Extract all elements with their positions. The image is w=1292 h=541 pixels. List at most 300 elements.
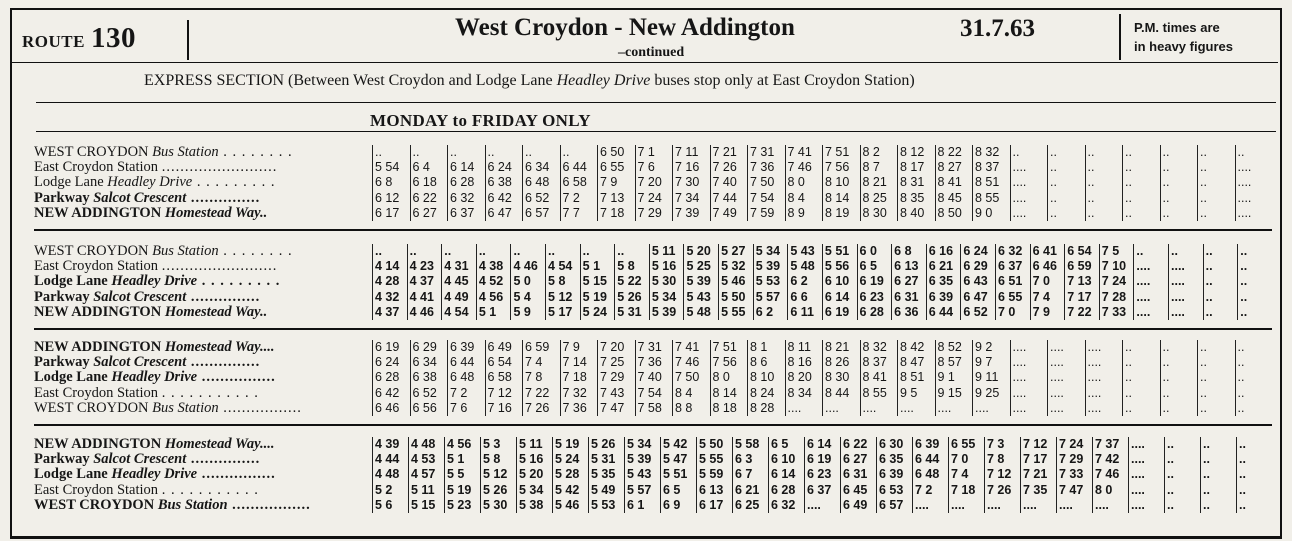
departure-time: .... (1010, 401, 1048, 416)
departure-time: 5 34 (753, 244, 788, 259)
departure-time: 7 31 (635, 340, 673, 355)
departure-time: .... (1020, 498, 1056, 513)
departure-time: 5 28 (552, 467, 588, 482)
departure-time: 7 29 (635, 206, 673, 221)
departure-time: 9 0 (972, 206, 1010, 221)
departure-time: 5 39 (683, 274, 718, 289)
departure-time: .... (984, 498, 1020, 513)
departure-time: 6 52 (410, 386, 448, 401)
departure-time: .... (972, 401, 1010, 416)
departure-time: 5 2 (372, 483, 408, 498)
departure-time: 6 14 (768, 467, 804, 482)
departure-time: 5 55 (696, 452, 732, 467)
departure-time: 7 26 (522, 401, 560, 416)
time-cells (372, 498, 1272, 513)
departure-time: 5 19 (444, 483, 480, 498)
departure-time: .. (1164, 437, 1200, 452)
departure-time: 8 26 (822, 355, 860, 370)
stop-name (34, 160, 372, 175)
dot-leader: ............... (186, 190, 261, 206)
departure-time: .. (1164, 467, 1200, 482)
departure-time: 7 51 (822, 145, 860, 160)
route-label (22, 22, 136, 55)
departure-time: 6 47 (960, 290, 995, 305)
departure-time: .. (1160, 191, 1198, 206)
departure-time: .... (1047, 340, 1085, 355)
departure-time: 7 7 (560, 206, 598, 221)
departure-time: 4 57 (408, 467, 444, 482)
departure-time: 7 12 (984, 467, 1020, 482)
express-note-italic: Headley Drive (556, 72, 651, 89)
departure-time: 5 31 (614, 305, 649, 320)
departure-time: 4 23 (407, 259, 442, 274)
departure-time: 8 12 (897, 145, 935, 160)
departure-time: 5 34 (649, 290, 684, 305)
departure-time: 7 22 (522, 386, 560, 401)
departure-time: 7 21 (1020, 467, 1056, 482)
departure-time: .... (1235, 206, 1273, 221)
time-cells (372, 145, 1272, 160)
departure-time: 4 46 (407, 305, 442, 320)
stop-name-detail: Homestead Way.. (164, 205, 268, 221)
stop-name (34, 259, 372, 274)
route-word: ROUTE (22, 32, 85, 51)
departure-time: 4 37 (407, 274, 442, 289)
departure-time: 7 6 (635, 160, 673, 175)
time-cells (372, 386, 1272, 401)
departure-time: 5 39 (624, 452, 660, 467)
departure-time: 7 49 (710, 206, 748, 221)
departure-time: 8 2 (860, 145, 898, 160)
timetable-block (34, 437, 1274, 513)
departure-time: .. (1160, 340, 1198, 355)
departure-time: 6 44 (447, 355, 485, 370)
departure-time: 6 24 (960, 244, 995, 259)
departure-time: 5 30 (480, 498, 516, 513)
stop-name (34, 355, 372, 370)
departure-time: .... (1128, 467, 1164, 482)
departure-time: .. (1133, 244, 1168, 259)
departure-time: 4 37 (372, 305, 407, 320)
departure-time: 5 6 (372, 498, 408, 513)
timetable-row (34, 340, 1274, 355)
departure-time: 7 9 (597, 175, 635, 190)
departure-time: 5 26 (614, 290, 649, 305)
departure-time: 7 0 (995, 305, 1030, 320)
time-cells (372, 437, 1272, 452)
departure-time: 4 31 (441, 259, 476, 274)
departure-time: .... (804, 498, 840, 513)
timetable-row (34, 467, 1274, 482)
departure-time: .. (1164, 452, 1200, 467)
departure-time: .. (1047, 145, 1085, 160)
stop-name-main: Lodge Lane (34, 175, 108, 191)
departure-time: 7 40 (635, 370, 673, 385)
departure-time: .. (1200, 483, 1236, 498)
timetable-row (34, 259, 1274, 274)
time-cells (372, 290, 1272, 305)
stop-name (34, 340, 372, 355)
stop-name-detail: Homestead Way.... (164, 340, 275, 355)
departure-time: 4 41 (407, 290, 442, 305)
dot-leader: . . . . . . . . . (197, 274, 281, 290)
time-cells (372, 340, 1272, 355)
departure-time: 7 4 (1030, 290, 1065, 305)
departure-time: 6 52 (960, 305, 995, 320)
departure-time: 5 8 (480, 452, 516, 467)
stop-name (34, 498, 372, 513)
departure-time: .. (1197, 401, 1235, 416)
departure-time: 7 20 (597, 340, 635, 355)
departure-time: .. (510, 244, 545, 259)
dot-leader: ................. (218, 400, 302, 416)
departure-time: 8 40 (897, 206, 935, 221)
departure-time: 5 32 (718, 259, 753, 274)
departure-time: 8 37 (972, 160, 1010, 175)
departure-time: 8 41 (935, 175, 973, 190)
stop-name-detail: Homestead Way.. (164, 304, 268, 320)
departure-time: 5 59 (696, 467, 732, 482)
departure-time: .. (1122, 401, 1160, 416)
departure-time: 6 4 (410, 160, 448, 175)
departure-time: 5 56 (822, 259, 857, 274)
departure-time: 4 44 (372, 452, 408, 467)
pm-note-line2: in heavy figures (1134, 39, 1233, 54)
departure-time: 8 51 (972, 175, 1010, 190)
departure-time: 5 34 (624, 437, 660, 452)
departure-time: 7 24 (635, 191, 673, 206)
departure-time: 7 6 (447, 401, 485, 416)
departure-time: 7 46 (785, 160, 823, 175)
departure-time: .... (1085, 401, 1123, 416)
departure-time: .. (447, 145, 485, 160)
departure-time: 6 19 (857, 274, 892, 289)
departure-time: 6 42 (372, 386, 410, 401)
departure-time: 6 38 (485, 175, 523, 190)
departure-time: 5 12 (480, 467, 516, 482)
departure-time: 6 48 (447, 370, 485, 385)
departure-time: 5 42 (552, 483, 588, 498)
departure-time: 5 42 (660, 437, 696, 452)
departure-time: .. (1197, 175, 1235, 190)
departure-time: 6 49 (840, 498, 876, 513)
departure-time: 4 48 (408, 437, 444, 452)
departure-time: 7 54 (747, 191, 785, 206)
departure-time: .. (1085, 145, 1123, 160)
departure-time: 4 54 (545, 259, 580, 274)
departure-time: .... (1056, 498, 1092, 513)
departure-time: .... (935, 401, 973, 416)
departure-time: 5 11 (649, 244, 684, 259)
departure-time: 6 14 (447, 160, 485, 175)
departure-time: 5 16 (649, 259, 684, 274)
departure-time: 5 19 (580, 290, 615, 305)
page-title: West Croydon - New Addington (455, 14, 795, 41)
departure-time: .... (1010, 386, 1048, 401)
departure-time: 7 32 (560, 386, 598, 401)
departure-time: 8 30 (860, 206, 898, 221)
departure-time: 7 13 (597, 191, 635, 206)
departure-time: 7 5 (1099, 244, 1134, 259)
departure-time: .... (1085, 386, 1123, 401)
departure-time: 6 54 (1064, 244, 1099, 259)
dot-leader: . . . . . . . . (218, 244, 293, 259)
pm-note-line1: P.M. times are (1134, 20, 1220, 35)
departure-time: 6 3 (732, 452, 768, 467)
departure-time: .. (1047, 175, 1085, 190)
departure-time: .. (1160, 386, 1198, 401)
departure-time: .... (1047, 401, 1085, 416)
departure-time: 6 31 (840, 467, 876, 482)
stop-name-main: WEST CROYDON (34, 244, 153, 259)
departure-time: 4 38 (476, 259, 511, 274)
departure-time: 6 13 (891, 259, 926, 274)
departure-time: 7 20 (635, 175, 673, 190)
dot-leader: ......................... (161, 160, 278, 176)
departure-time: 8 51 (897, 370, 935, 385)
departure-time: 6 42 (485, 191, 523, 206)
departure-time: 8 30 (822, 370, 860, 385)
departure-time: 5 1 (580, 259, 615, 274)
timetable-block (34, 340, 1274, 416)
stop-name (34, 274, 372, 289)
departure-time: 6 6 (787, 290, 822, 305)
departure-time: .... (822, 401, 860, 416)
departure-time: 7 9 (560, 340, 598, 355)
departure-time: 8 32 (972, 145, 1010, 160)
departure-time: .. (372, 145, 410, 160)
departure-time: .... (1133, 305, 1168, 320)
departure-time: 7 41 (785, 145, 823, 160)
departure-time: 8 22 (935, 145, 973, 160)
departure-time: 8 0 (1092, 483, 1128, 498)
departure-time: 5 3 (480, 437, 516, 452)
departure-time: 7 47 (1056, 483, 1092, 498)
express-rule (36, 102, 1276, 103)
departure-time: 5 1 (444, 452, 480, 467)
departure-time: 8 19 (822, 206, 860, 221)
departure-time: 6 39 (876, 467, 912, 482)
departure-time: 6 32 (447, 191, 485, 206)
departure-time: 7 37 (1092, 437, 1128, 452)
departure-time: 8 24 (747, 386, 785, 401)
stop-name (34, 244, 372, 259)
departure-time: .. (1164, 483, 1200, 498)
departure-time: .... (1133, 259, 1168, 274)
timetable-row (34, 160, 1274, 175)
departure-time: .... (1010, 355, 1048, 370)
departure-time: 8 25 (860, 191, 898, 206)
departure-time: 6 10 (768, 452, 804, 467)
departure-time: 5 20 (516, 467, 552, 482)
departure-time: 7 25 (597, 355, 635, 370)
departure-time: 7 2 (447, 386, 485, 401)
departure-time: 8 17 (897, 160, 935, 175)
departure-time: .... (785, 401, 823, 416)
departure-time: 8 0 (785, 175, 823, 190)
departure-time: .. (485, 145, 523, 160)
departure-time: 8 27 (935, 160, 973, 175)
departure-time: .. (1203, 259, 1238, 274)
stop-name (34, 467, 372, 482)
departure-time: 5 43 (683, 290, 718, 305)
departure-time: 8 52 (935, 340, 973, 355)
departure-time: 7 14 (560, 355, 598, 370)
departure-time: 6 29 (410, 340, 448, 355)
departure-time: 7 43 (597, 386, 635, 401)
departure-time: 6 59 (522, 340, 560, 355)
stop-name (34, 191, 372, 206)
departure-time: 6 8 (891, 244, 926, 259)
departure-time: 4 49 (441, 290, 476, 305)
departure-time: 7 35 (1020, 483, 1056, 498)
departure-time: .. (1197, 160, 1235, 175)
departure-time: .... (1010, 191, 1048, 206)
departure-time: .... (1047, 386, 1085, 401)
departure-time: .... (1168, 290, 1203, 305)
stop-name-main: Parkway (34, 289, 94, 305)
timetable-row (34, 370, 1274, 385)
departure-time: 6 21 (732, 483, 768, 498)
departure-time: 7 10 (1099, 259, 1134, 274)
departure-time: 7 39 (672, 206, 710, 221)
departure-time: 7 33 (1099, 305, 1134, 320)
stop-name (34, 145, 372, 160)
departure-time: 7 26 (710, 160, 748, 175)
departure-time: 8 55 (860, 386, 898, 401)
departure-time: 5 54 (372, 160, 410, 175)
departure-time: 7 31 (747, 145, 785, 160)
departure-time: .. (1203, 274, 1238, 289)
departure-time: 5 11 (408, 483, 444, 498)
departure-time: 4 46 (510, 259, 545, 274)
departure-time: .. (1237, 244, 1272, 259)
departure-time: 5 8 (545, 274, 580, 289)
departure-time: .. (1160, 175, 1198, 190)
departure-time: .. (580, 244, 615, 259)
departure-time: .. (1203, 305, 1238, 320)
timetable-row (34, 290, 1274, 305)
departure-time: 5 4 (510, 290, 545, 305)
departure-time: 5 26 (480, 483, 516, 498)
departure-time: .. (545, 244, 580, 259)
departure-time: .... (1010, 370, 1048, 385)
departure-time: 5 19 (552, 437, 588, 452)
departure-time: 5 27 (718, 244, 753, 259)
departure-time: 5 30 (649, 274, 684, 289)
departure-time: 5 38 (516, 498, 552, 513)
stop-name (34, 206, 372, 221)
departure-time: .. (1122, 355, 1160, 370)
departure-time: .. (1235, 355, 1273, 370)
departure-time: 6 41 (1030, 244, 1065, 259)
departure-time: .. (407, 244, 442, 259)
express-note-suffix: buses stop only at East Croydon Station) (654, 72, 915, 89)
departure-time: .. (1235, 145, 1273, 160)
departure-time: 6 55 (597, 160, 635, 175)
departure-time: .. (1197, 206, 1235, 221)
departure-time: .... (948, 498, 984, 513)
departure-time: 9 15 (935, 386, 973, 401)
stop-name (34, 386, 372, 401)
departure-time: 8 35 (897, 191, 935, 206)
departure-time: 6 27 (840, 452, 876, 467)
departure-time: 4 14 (372, 259, 407, 274)
departure-time: 8 16 (785, 355, 823, 370)
departure-time: .... (1235, 160, 1273, 175)
departure-time: 6 14 (822, 290, 857, 305)
time-cells (372, 483, 1272, 498)
departure-time: 5 39 (753, 259, 788, 274)
departure-time: 6 19 (804, 452, 840, 467)
timetable-row (34, 483, 1274, 498)
departure-time: 8 21 (860, 175, 898, 190)
departure-time: 6 25 (732, 498, 768, 513)
departure-time: 7 1 (635, 145, 673, 160)
dot-leader: ......................... (161, 259, 278, 275)
departure-time: 5 58 (732, 437, 768, 452)
timetable-block (34, 145, 1274, 221)
departure-time: 7 59 (747, 206, 785, 221)
departure-time: .... (1010, 175, 1048, 190)
stop-name (34, 483, 372, 498)
departure-time: .. (1200, 437, 1236, 452)
departure-time: 6 22 (840, 437, 876, 452)
departure-time: .... (1010, 160, 1048, 175)
departure-time: 6 28 (447, 175, 485, 190)
departure-time: 8 6 (747, 355, 785, 370)
header-divider (1119, 14, 1121, 60)
departure-time: .. (1122, 191, 1160, 206)
departure-time: .. (1235, 370, 1273, 385)
departure-time: 8 14 (822, 191, 860, 206)
departure-time: 6 39 (447, 340, 485, 355)
departure-time: 7 24 (1099, 274, 1134, 289)
departure-time: 8 4 (672, 386, 710, 401)
departure-time: 6 19 (372, 340, 410, 355)
stop-name (34, 175, 372, 190)
departure-time: .. (614, 244, 649, 259)
departure-time: 6 58 (560, 175, 598, 190)
departure-time: .... (1047, 355, 1085, 370)
departure-time: .. (1122, 145, 1160, 160)
time-cells (372, 355, 1272, 370)
stop-name-detail: Salcot Crescent (93, 355, 187, 371)
departure-time: 7 40 (710, 175, 748, 190)
departure-time: 6 37 (447, 206, 485, 221)
days-heading: MONDAY to FRIDAY ONLY (370, 111, 591, 130)
stop-name-detail: Salcot Crescent (93, 190, 187, 206)
departure-time: 7 16 (672, 160, 710, 175)
departure-time: .... (912, 498, 948, 513)
departure-time: 6 27 (410, 206, 448, 221)
departure-time: .. (1085, 206, 1123, 221)
departure-time: 8 55 (972, 191, 1010, 206)
departure-time: .... (1092, 498, 1128, 513)
departure-time: 7 50 (672, 370, 710, 385)
time-cells (372, 160, 1272, 175)
departure-time: 4 39 (372, 437, 408, 452)
departure-time: 6 14 (804, 437, 840, 452)
stop-name (34, 452, 372, 467)
departure-time: 6 28 (857, 305, 892, 320)
stop-name-main: Lodge Lane (34, 274, 112, 290)
departure-time: 7 51 (710, 340, 748, 355)
time-cells (372, 244, 1272, 259)
departure-time: 7 58 (635, 401, 673, 416)
timetable-block (34, 244, 1274, 320)
stop-name-detail: Headley Drive (111, 274, 198, 290)
